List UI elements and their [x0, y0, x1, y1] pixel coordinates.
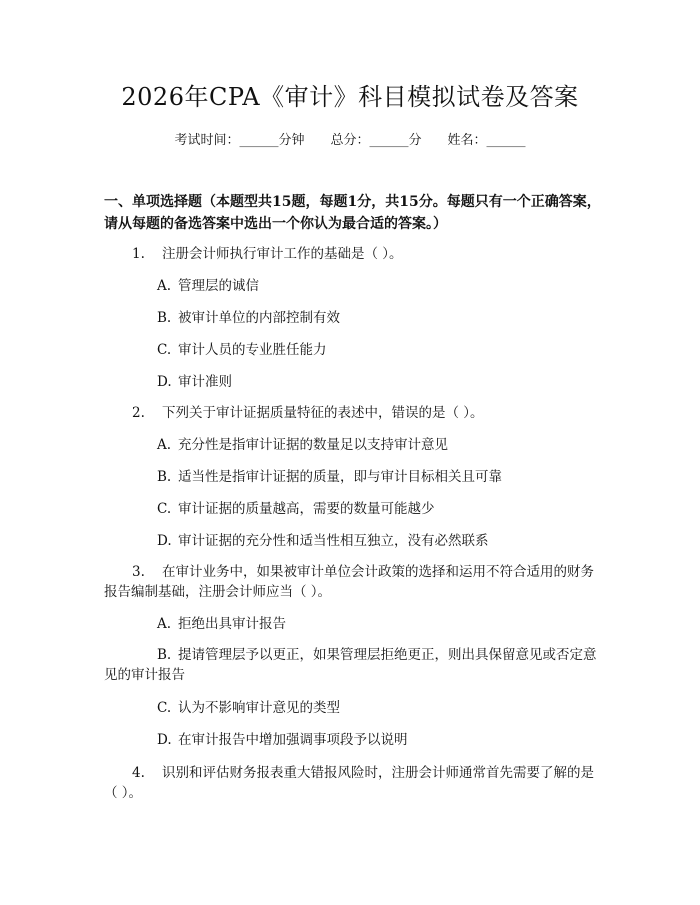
option-1b — [157, 308, 607, 328]
option-text: 适当性是指审计证据的质量，即与审计目标相关且可靠 — [178, 469, 502, 485]
section-heading: 一、单项选择题（本题型共15题，每题1分，共15分。每题只有一个正确答案，请从每题的备选答案中选出一个你认为最合适的答案。） — [104, 194, 601, 232]
option-1d — [157, 372, 607, 392]
option-2b — [157, 467, 607, 487]
question-2 — [104, 403, 604, 423]
option-label: A. — [157, 437, 172, 453]
option-label: B. — [157, 310, 172, 326]
option-text: 审计证据的充分性和适当性相互独立，没有必然联系 — [178, 533, 489, 549]
option-2d — [157, 531, 607, 551]
option-text: 充分性是指审计证据的数量足以支持审计意见 — [178, 437, 448, 453]
option-text: 提请管理层予以更正，如果管理层拒绝更正，则出具保留意见或否定意见的审计报告 — [104, 647, 597, 683]
question-4 — [104, 763, 604, 803]
question-number: 4. — [132, 765, 145, 781]
option-3d — [157, 730, 607, 750]
question-number: 2. — [132, 405, 145, 421]
exam-info-line — [0, 131, 700, 151]
total-score-field: 总分：______分 — [330, 133, 422, 148]
option-text: 审计准则 — [178, 374, 232, 390]
option-label: D. — [157, 533, 172, 549]
exam-title: 2026年CPA《审计》科目模拟试卷及答案 — [121, 83, 579, 111]
option-2a — [157, 435, 607, 455]
option-text: 在审计报告中增加强调事项段予以说明 — [178, 732, 408, 748]
option-label: C. — [157, 501, 172, 517]
question-text: 下列关于审计证据质量特征的表述中，错误的是（ ）。 — [162, 405, 484, 421]
question-number: 1. — [132, 246, 145, 262]
exam-time-field: 考试时间：______分钟 — [174, 133, 305, 148]
option-text: 审计人员的专业胜任能力 — [178, 342, 327, 358]
option-label: C. — [157, 342, 172, 358]
option-3b — [104, 645, 604, 685]
question-text: 识别和评估财务报表重大错报风险时，注册会计师通常首先需要了解的是（ ）。 — [104, 765, 594, 801]
option-2c — [157, 499, 607, 519]
question-1 — [104, 244, 604, 264]
option-3c — [157, 698, 607, 718]
option-1a — [157, 276, 607, 296]
option-label: C. — [157, 700, 172, 716]
option-text: 拒绝出具审计报告 — [178, 616, 286, 632]
option-label: A. — [157, 616, 172, 632]
option-3a — [157, 614, 607, 634]
question-3 — [104, 562, 604, 602]
option-label: D. — [157, 374, 172, 390]
name-field: 姓名：______ — [447, 133, 526, 148]
option-label: B. — [157, 469, 172, 485]
question-number: 3. — [132, 564, 145, 580]
option-text: 审计证据的质量越高，需要的数量可能越少 — [178, 501, 435, 517]
option-label: B. — [157, 647, 172, 663]
question-text: 注册会计师执行审计工作的基础是（ ）。 — [162, 246, 403, 262]
option-label: D. — [157, 732, 172, 748]
option-text: 认为不影响审计意见的类型 — [178, 700, 340, 716]
option-text: 被审计单位的内部控制有效 — [178, 310, 340, 326]
option-text: 管理层的诚信 — [178, 278, 259, 294]
question-text: 在审计业务中，如果被审计单位会计政策的选择和运用不符合适用的财务报告编制基础，注册会计师应当（ ）。 — [104, 564, 594, 600]
option-1c — [157, 340, 607, 360]
option-label: A. — [157, 278, 172, 294]
